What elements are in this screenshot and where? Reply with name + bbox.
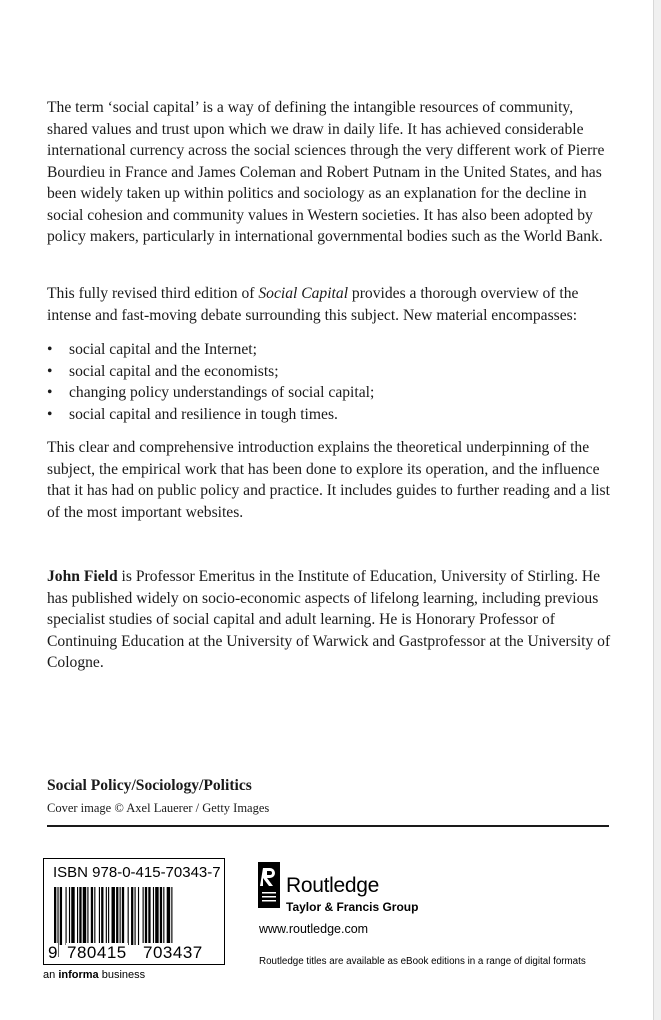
barcode-right-digits: 703437: [143, 943, 203, 962]
cover-credit: Cover image © Axel Lauerer / Getty Images: [47, 801, 270, 815]
cover-edge: [653, 0, 661, 1020]
list-item: • social capital and resilience in tough times.: [47, 404, 617, 426]
barcode-bar: [131, 887, 133, 945]
new-material-list: [47, 339, 617, 425]
barcode-bar: [163, 887, 164, 945]
barcode-bar: [155, 887, 158, 945]
barcode-bar: [66, 887, 67, 945]
ebook-note: Routledge titles are available as eBook editions in a range of digital formats: [259, 956, 586, 967]
barcode-bar: [91, 887, 93, 945]
barcode-bar: [135, 887, 136, 945]
barcode-left-digits: 780415: [67, 943, 127, 962]
author-bio: [47, 566, 617, 674]
author-bio-text: is Professor Emeritus in the Institute of Education, University of Stirling. He has published widely on socio-economic aspects of lifelong learning, including previous specialist studies of social capital and adult learning. He is Honorary Professor of Continuing Education at the University of Warwick and Gastprofessor at the University of Cologne.: [47, 568, 611, 671]
barcode-bar: [138, 887, 139, 945]
author-name: John Field: [47, 568, 118, 585]
publisher-website: www.routledge.com: [259, 922, 369, 936]
barcode-bar: [60, 887, 62, 945]
informa-business-tag: an informa business: [43, 969, 146, 981]
barcode-bar: [87, 887, 88, 945]
barcode-bar: [160, 887, 162, 945]
bullet-icon: •: [47, 362, 53, 380]
barcode-bar: [145, 887, 147, 945]
barcode-bar: [94, 887, 95, 945]
barcode-bar: [71, 887, 74, 945]
barcode-bar: [120, 887, 121, 945]
barcode-bar: [79, 887, 81, 945]
bullet-icon: •: [47, 405, 53, 423]
list-item: • social capital and the economists;: [47, 361, 617, 383]
barcode-bar: [122, 887, 124, 945]
barcode-bar: [69, 887, 70, 945]
barcode-bar: [108, 887, 109, 945]
blurb-p2-before: This fully revised third edition of: [47, 285, 259, 302]
bullet-icon: •: [47, 384, 53, 401]
barcode-bar: [101, 887, 103, 945]
barcode-lead-digit: 9: [48, 943, 58, 962]
blurb-paragraph-2: [47, 283, 617, 326]
publisher-name: Routledge: [286, 874, 380, 897]
barcode-bar: [148, 887, 150, 945]
barcode-bar: [99, 887, 100, 945]
blurb-p2-after: provides a thorough overview of the intense and fast-moving debate surrounding this subject. New material encompasses:: [47, 285, 579, 324]
barcode-bar: [106, 887, 107, 945]
barcode-bar: [167, 887, 170, 945]
barcode-digits: [44, 943, 224, 963]
routledge-logo-icon: [258, 862, 280, 908]
barcode-bar: [83, 887, 86, 945]
bullet-icon: •: [47, 341, 53, 358]
isbn-barcode: [43, 858, 225, 965]
barcode-bar: [128, 887, 129, 945]
blurb-paragraph-1: The term ‘social capital’ is a way of defining the intangible resources of community, shared values and trust upon which we draw in daily life. It has achieved considerable international currency across the social sciences through the very different work of Pierre Bourdieu in France and James Coleman and Robert Putnam in the United States, and has been widely taken up within politics and sociology as an explanation for the decline in social cohesion and community values in Western societies. It has also been adopted by policy makers, particularly in international governmental bodies such as the World Bank.: [47, 99, 605, 245]
subject-category: Social Policy/Sociology/Politics: [47, 777, 252, 794]
barcode-bar: [77, 887, 78, 945]
informa-brand: informa: [58, 969, 99, 981]
divider: [47, 825, 609, 827]
blurb-paragraph-3: This clear and comprehensive introduction explains the theoretical underpinning of the subject, the empirical work that has been done to explore its operation, and the influence that it has had on public policy and practice. It includes guides to further reading and a list of the most important websites.: [47, 439, 610, 521]
publisher-group: Taylor & Francis Group: [286, 900, 419, 914]
barcode-bar: [153, 887, 154, 945]
list-item: • social capital and the Internet;: [47, 339, 617, 361]
isbn-label: ISBN 978-0-415-70343-7: [53, 864, 221, 881]
barcode-bar: [143, 887, 144, 945]
book-title-italic: Social Capital: [258, 285, 349, 302]
list-item: • changing policy understandings of social capital;: [47, 382, 617, 404]
